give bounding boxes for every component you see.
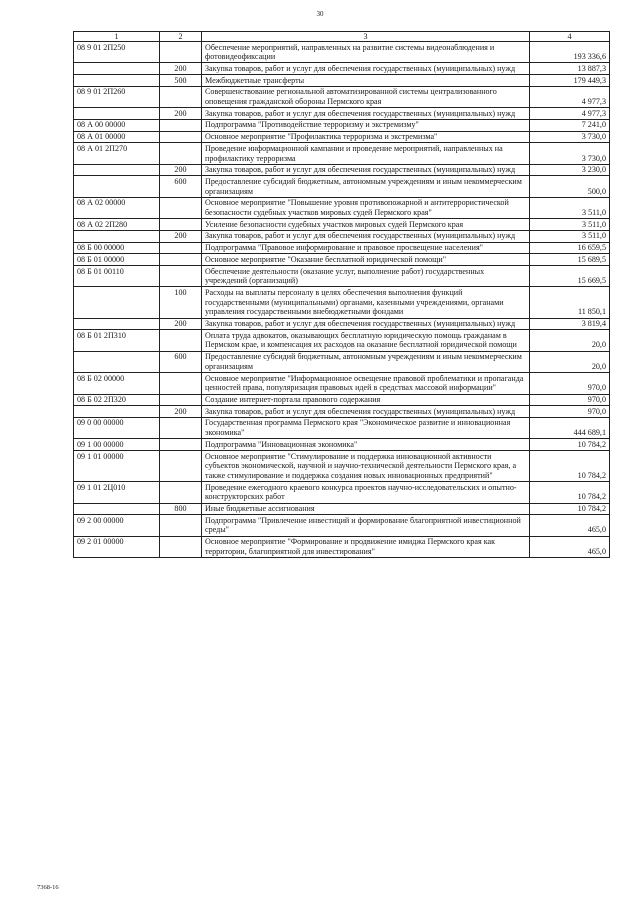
cell-type: 600	[160, 351, 202, 372]
cell-code: 08 А 01 2П270	[74, 143, 160, 164]
cell-code	[74, 230, 160, 242]
cell-amount: 10 784,2	[530, 503, 610, 515]
cell-name: Основное мероприятие "Профилактика терроризма и экстремизма"	[202, 131, 530, 143]
cell-amount: 7 241,0	[530, 119, 610, 131]
cell-amount: 11 850,1	[530, 287, 610, 318]
cell-amount: 3 819,4	[530, 318, 610, 330]
cell-type: 200	[160, 406, 202, 418]
cell-type	[160, 86, 202, 107]
cell-type: 100	[160, 287, 202, 318]
cell-amount: 3 511,0	[530, 197, 610, 218]
cell-amount: 3 730,0	[530, 131, 610, 143]
cell-code: 08 А 00 00000	[74, 119, 160, 131]
cell-type	[160, 536, 202, 557]
cell-code: 09 1 00 00000	[74, 439, 160, 451]
cell-type	[160, 197, 202, 218]
cell-name: Иные бюджетные ассигнования	[202, 503, 530, 515]
cell-amount: 465,0	[530, 515, 610, 536]
cell-code	[74, 406, 160, 418]
cell-name: Закупка товаров, работ и услуг для обеспечения государственных (муниципальных) нужд	[202, 108, 530, 120]
header-col-3: 3	[202, 32, 530, 42]
cell-type	[160, 482, 202, 503]
cell-code: 08 Б 02 00000	[74, 373, 160, 394]
table-row	[74, 417, 610, 438]
cell-type: 500	[160, 75, 202, 87]
table-row	[74, 318, 610, 330]
cell-type	[160, 131, 202, 143]
cell-code: 08 9 01 2П250	[74, 42, 160, 63]
cell-amount: 3 730,0	[530, 143, 610, 164]
table-row	[74, 439, 610, 451]
cell-type	[160, 119, 202, 131]
cell-amount: 16 659,5	[530, 242, 610, 254]
cell-amount: 444 689,1	[530, 417, 610, 438]
cell-name: Закупка товаров, работ и услуг для обеспечения государственных (муниципальных) нужд	[202, 63, 530, 75]
table-row	[74, 254, 610, 266]
cell-code	[74, 351, 160, 372]
cell-amount: 193 336,6	[530, 42, 610, 63]
table-row	[74, 219, 610, 231]
cell-amount: 970,0	[530, 373, 610, 394]
cell-type	[160, 42, 202, 63]
cell-type	[160, 439, 202, 451]
cell-name: Создание интернет-портала правового содержания	[202, 394, 530, 406]
cell-name: Обеспечение мероприятий, направленных на развитие системы видеонаблюдения и фотовидеофиксации	[202, 42, 530, 63]
cell-code: 08 А 02 00000	[74, 197, 160, 218]
cell-type	[160, 417, 202, 438]
table-row	[74, 143, 610, 164]
cell-type: 600	[160, 176, 202, 197]
cell-name: Подпрограмма "Привлечение инвестиций и формирование благоприятной инвестиционной среды"	[202, 515, 530, 536]
cell-type: 200	[160, 108, 202, 120]
cell-name: Закупка товаров, работ и услуг для обеспечения государственных (муниципальных) нужд	[202, 406, 530, 418]
cell-code	[74, 164, 160, 176]
cell-name: Основное мероприятие "Формирование и продвижение имиджа Пермского края как территории, благоприятной для инвестирования"	[202, 536, 530, 557]
table-row	[74, 536, 610, 557]
table-row	[74, 515, 610, 536]
cell-code	[74, 176, 160, 197]
cell-amount: 3 511,0	[530, 219, 610, 231]
cell-code	[74, 63, 160, 75]
cell-name: Подпрограмма "Инновационная экономика"	[202, 439, 530, 451]
table-row	[74, 451, 610, 482]
cell-type	[160, 254, 202, 266]
cell-name: Подпрограмма "Правовое информирование и правовое просвещение населения"	[202, 242, 530, 254]
table-row	[74, 330, 610, 351]
cell-name: Закупка товаров, работ и услуг для обеспечения государственных (муниципальных) нужд	[202, 318, 530, 330]
cell-amount: 10 784,2	[530, 482, 610, 503]
table-row	[74, 131, 610, 143]
cell-name: Подпрограмма "Противодействие терроризму и экстремизму"	[202, 119, 530, 131]
cell-code: 08 А 02 2П280	[74, 219, 160, 231]
cell-type	[160, 451, 202, 482]
cell-name: Проведение ежегодного краевого конкурса проектов научно-исследовательских и опытно-конструкторских работ	[202, 482, 530, 503]
table-row	[74, 287, 610, 318]
cell-type	[160, 330, 202, 351]
table-row	[74, 75, 610, 87]
cell-amount: 20,0	[530, 351, 610, 372]
table-row	[74, 176, 610, 197]
cell-amount: 20,0	[530, 330, 610, 351]
table-row	[74, 394, 610, 406]
cell-code: 08 Б 01 00000	[74, 254, 160, 266]
table-row	[74, 42, 610, 63]
cell-amount: 13 887,3	[530, 63, 610, 75]
header-col-4: 4	[530, 32, 610, 42]
cell-name: Проведение информационной кампании и проведение мероприятий, направленных на профилактику терроризма	[202, 143, 530, 164]
cell-code: 08 Б 00 00000	[74, 242, 160, 254]
cell-amount: 15 669,5	[530, 266, 610, 287]
cell-amount: 3 230,0	[530, 164, 610, 176]
cell-code	[74, 287, 160, 318]
table-header-row	[74, 32, 610, 42]
cell-type	[160, 143, 202, 164]
cell-amount: 970,0	[530, 406, 610, 418]
table-row	[74, 373, 610, 394]
cell-name: Расходы на выплаты персоналу в целях обеспечения выполнения функций государственными (муниципальными) органами, казенными учреждениями, органами управления государственными внебюджетными фондами	[202, 287, 530, 318]
cell-type	[160, 394, 202, 406]
cell-name: Усиление безопасности судебных участков мировых судей Пермского края	[202, 219, 530, 231]
table-row	[74, 230, 610, 242]
cell-name: Основное мероприятие "Повышение уровня противопожарной и антитеррористической безопасности судебных участков мировых судей Пермского края"	[202, 197, 530, 218]
cell-code: 09 0 00 00000	[74, 417, 160, 438]
table-row	[74, 108, 610, 120]
cell-amount: 500,0	[530, 176, 610, 197]
table-row	[74, 86, 610, 107]
cell-amount: 970,0	[530, 394, 610, 406]
cell-name: Предоставление субсидий бюджетным, автономным учреждениям и иным некоммерческим организациям	[202, 351, 530, 372]
cell-type: 200	[160, 230, 202, 242]
cell-name: Закупка товаров, работ и услуг для обеспечения государственных (муниципальных) нужд	[202, 230, 530, 242]
cell-name: Основное мероприятие "Оказание бесплатной юридической помощи"	[202, 254, 530, 266]
cell-amount: 10 784,2	[530, 451, 610, 482]
cell-amount: 179 449,3	[530, 75, 610, 87]
cell-code	[74, 108, 160, 120]
table-row	[74, 197, 610, 218]
budget-table	[73, 31, 610, 558]
cell-name: Закупка товаров, работ и услуг для обеспечения государственных (муниципальных) нужд	[202, 164, 530, 176]
page-number: 30	[316, 10, 324, 18]
cell-name: Основное мероприятие "Стимулирование и поддержка инновационной активности субъектов экономической, научной и научно-технической деятельности Пермского края, а также стимулирование и поддержка создания новых инновационных предприятий"	[202, 451, 530, 482]
cell-name: Межбюджетные трансферты	[202, 75, 530, 87]
cell-code: 08 Б 02 2П320	[74, 394, 160, 406]
cell-code	[74, 318, 160, 330]
cell-code: 08 Б 01 00110	[74, 266, 160, 287]
table-row	[74, 406, 610, 418]
cell-code: 09 1 01 2Ц010	[74, 482, 160, 503]
cell-type	[160, 373, 202, 394]
table-row	[74, 503, 610, 515]
cell-type: 800	[160, 503, 202, 515]
document-id: 7368-16	[37, 884, 59, 891]
cell-amount: 4 977,3	[530, 86, 610, 107]
cell-type	[160, 242, 202, 254]
cell-code	[74, 503, 160, 515]
cell-name: Оплата труда адвокатов, оказывающих бесплатную юридическую помощь гражданам в Пермском крае, и компенсация их расходов на оказание бесплатной юридической помощи	[202, 330, 530, 351]
cell-code: 09 1 01 00000	[74, 451, 160, 482]
table-row	[74, 119, 610, 131]
cell-type	[160, 266, 202, 287]
cell-name: Основное мероприятие "Информационное освещение правовой проблематики и пропаганда ценностей права, популяризация правовых идей в средствах массовой информации"	[202, 373, 530, 394]
cell-name: Совершенствование региональной автоматизированной системы централизованного оповещения гражданской обороны Пермского края	[202, 86, 530, 107]
cell-amount: 465,0	[530, 536, 610, 557]
cell-code: 09 2 00 00000	[74, 515, 160, 536]
header-col-2: 2	[160, 32, 202, 42]
cell-type	[160, 219, 202, 231]
table-row	[74, 482, 610, 503]
table-row	[74, 63, 610, 75]
cell-code: 08 Б 01 2П310	[74, 330, 160, 351]
cell-amount: 3 511,0	[530, 230, 610, 242]
table-row	[74, 242, 610, 254]
cell-code: 08 А 01 00000	[74, 131, 160, 143]
table-row	[74, 266, 610, 287]
cell-code: 09 2 01 00000	[74, 536, 160, 557]
cell-amount: 4 977,3	[530, 108, 610, 120]
cell-name: Предоставление субсидий бюджетным, автономным учреждениям и иным некоммерческим организациям	[202, 176, 530, 197]
cell-name: Обеспечение деятельности (оказание услуг, выполнение работ) государственных учреждений (организаций)	[202, 266, 530, 287]
cell-type: 200	[160, 164, 202, 176]
cell-type: 200	[160, 63, 202, 75]
cell-code	[74, 75, 160, 87]
cell-type	[160, 515, 202, 536]
cell-amount: 10 784,2	[530, 439, 610, 451]
header-col-1: 1	[74, 32, 160, 42]
cell-type: 200	[160, 318, 202, 330]
table-row	[74, 164, 610, 176]
table-row	[74, 351, 610, 372]
cell-code: 08 9 01 2П260	[74, 86, 160, 107]
cell-name: Государственная программа Пермского края "Экономическое развитие и инновационная экономика"	[202, 417, 530, 438]
cell-amount: 15 689,5	[530, 254, 610, 266]
